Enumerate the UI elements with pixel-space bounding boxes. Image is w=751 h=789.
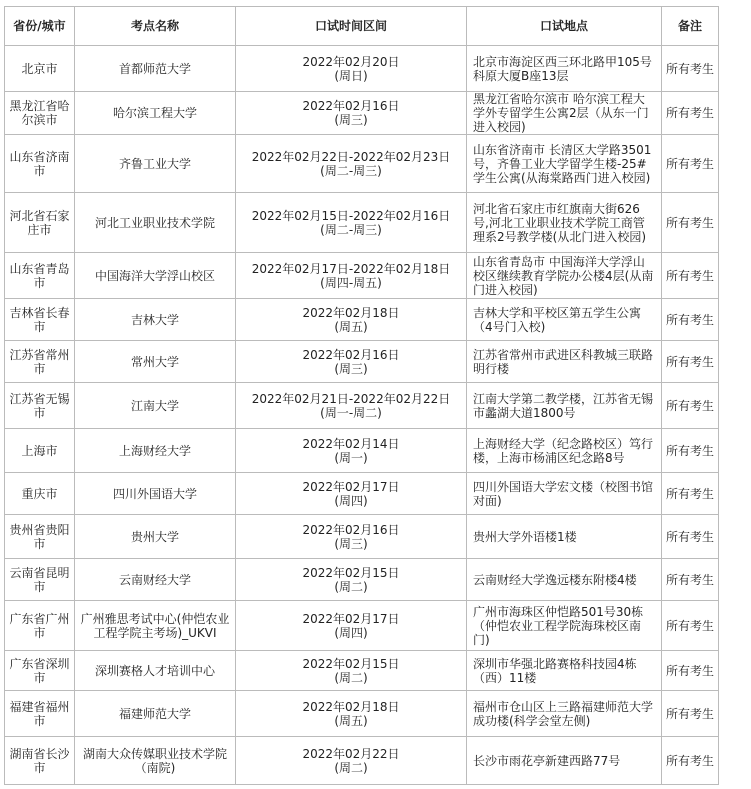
address-text: 长沙市雨花亭新建西路77号 (473, 753, 621, 768)
cell-venue (75, 383, 236, 429)
cell-location (467, 515, 662, 559)
cell-location (467, 383, 662, 429)
cell-city (5, 299, 75, 341)
cell-venue (75, 253, 236, 299)
cell-location (467, 429, 662, 473)
venue-text: 中国海洋大学浮山校区 (94, 268, 215, 283)
note-text: 所有考生 (665, 312, 714, 327)
cell-time (236, 559, 467, 601)
cell-city (5, 46, 75, 92)
date-text: 2022年02月20日 (302, 54, 400, 69)
address-text: 河北省石家庄市红旗南大街626号,河北工业职业技术学院工商管理系2号教学楼(从北门进入校园) (473, 201, 646, 244)
cell-city (5, 253, 75, 299)
city-text: 河北省石家庄市 (9, 208, 70, 237)
cell-location (467, 46, 662, 92)
date-text: 2022年02月21日-2022年02月22日 (251, 391, 451, 406)
cell-venue (75, 341, 236, 383)
cell-note (662, 473, 719, 515)
address-text: 四川外国语大学宏文楼（校图书馆对面) (473, 479, 654, 508)
table-row (5, 383, 719, 429)
cell-time (236, 515, 467, 559)
header-note: 备注 (662, 7, 719, 46)
weekday-text: (周二) (334, 760, 368, 775)
note-text: 所有考生 (665, 663, 714, 678)
note-text: 所有考生 (665, 486, 714, 501)
city-text: 黑龙江省哈尔滨市 (9, 99, 70, 127)
table-row (5, 473, 719, 515)
note-text: 所有考生 (665, 706, 714, 721)
cell-venue (75, 429, 236, 473)
city-text: 贵州省贵阳市 (9, 522, 70, 551)
cell-city (5, 515, 75, 559)
cell-venue (75, 135, 236, 193)
cell-venue (75, 651, 236, 691)
cell-note (662, 601, 719, 651)
address-text: 吉林大学和平校区第五学生公寓（4号门入校) (473, 305, 642, 334)
cell-time (236, 299, 467, 341)
date-text: 2022年02月14日 (302, 436, 400, 451)
city-text: 福建省福州市 (9, 699, 70, 728)
cell-time (236, 46, 467, 92)
cell-venue (75, 299, 236, 341)
table-row (5, 253, 719, 299)
date-text: 2022年02月16日 (302, 522, 400, 537)
table-row (5, 651, 719, 691)
cell-note (662, 193, 719, 253)
weekday-text: (周三) (334, 113, 368, 127)
cell-location (467, 559, 662, 601)
cell-location (467, 253, 662, 299)
cell-city (5, 691, 75, 737)
table-row (5, 193, 719, 253)
weekday-text: (周一-周二) (320, 405, 382, 420)
note-text: 所有考生 (665, 215, 714, 230)
cell-time (236, 429, 467, 473)
weekday-text: (周三) (334, 361, 368, 376)
cell-location (467, 341, 662, 383)
cell-note (662, 135, 719, 193)
city-text: 吉林省长春市 (9, 305, 70, 334)
venue-text: 河北工业职业技术学院 (94, 215, 215, 230)
weekday-text: (周五) (334, 319, 368, 334)
cell-time (236, 135, 467, 193)
cell-location (467, 651, 662, 691)
city-text: 广东省广州市 (9, 611, 70, 640)
venue-text: 上海财经大学 (118, 443, 191, 458)
table-row (5, 691, 719, 737)
weekday-text: (周二-周三) (320, 163, 382, 178)
date-text: 2022年02月17日-2022年02月18日 (251, 261, 451, 276)
city-text: 山东省济南市 (9, 149, 70, 178)
city-text: 云南省昆明市 (9, 565, 70, 594)
cell-location (467, 193, 662, 253)
city-text: 广东省深圳市 (9, 656, 70, 685)
address-text: 北京市海淀区西三环北路甲105号科原大厦B座13层 (473, 54, 652, 83)
city-text: 北京市 (21, 61, 58, 76)
date-text: 2022年02月18日 (302, 305, 400, 320)
venue-text: 吉林大学 (130, 312, 179, 327)
cell-venue (75, 92, 236, 135)
table-row (5, 737, 719, 785)
cell-time (236, 253, 467, 299)
note-text: 所有考生 (665, 529, 714, 544)
header-venue: 考点名称 (75, 7, 236, 46)
weekday-text: (周三) (334, 536, 368, 551)
cell-time (236, 651, 467, 691)
cell-venue (75, 691, 236, 737)
cell-city (5, 92, 75, 135)
city-text: 湖南省长沙市 (9, 746, 70, 775)
address-text: 上海财经大学（纪念路校区）笃行楼，上海市杨浦区纪念路8号 (473, 436, 654, 465)
cell-time (236, 92, 467, 135)
table-row (5, 46, 719, 92)
header-time: 口试时间区间 (236, 7, 467, 46)
note-text: 所有考生 (665, 268, 714, 283)
venue-text: 深圳赛格人才培训中心 (94, 663, 215, 678)
cell-city (5, 559, 75, 601)
cell-note (662, 253, 719, 299)
cell-time (236, 193, 467, 253)
city-text: 江苏省无锡市 (9, 391, 70, 420)
venue-text: 广州雅思考试中心(仲恺农业工程学院主考场)_UKVI (80, 611, 230, 640)
venue-text: 齐鲁工业大学 (118, 156, 191, 171)
cell-location (467, 691, 662, 737)
address-text: 山东省济南市 长清区大学路3501号，齐鲁工业大学留学生楼-25#学生公寓(从海棠路西门进入校园) (473, 142, 652, 185)
table-row (5, 299, 719, 341)
cell-location (467, 737, 662, 785)
city-text: 江苏省常州市 (9, 347, 70, 376)
cell-venue (75, 737, 236, 785)
weekday-text: (周一) (334, 450, 368, 465)
header-city: 省份/城市 (5, 7, 75, 46)
table-row (5, 341, 719, 383)
date-text: 2022年02月15日 (302, 656, 400, 671)
date-text: 2022年02月15日-2022年02月16日 (251, 208, 451, 223)
cell-city (5, 383, 75, 429)
venue-text: 哈尔滨工程大学 (112, 106, 197, 120)
table-row (5, 135, 719, 193)
cell-city (5, 473, 75, 515)
cell-time (236, 601, 467, 651)
cell-location (467, 299, 662, 341)
cell-location (467, 135, 662, 193)
venue-text: 江南大学 (130, 398, 179, 413)
weekday-text: (周四) (334, 625, 368, 640)
weekday-text: (周二) (334, 670, 368, 685)
note-text: 所有考生 (665, 618, 714, 633)
cell-venue (75, 515, 236, 559)
table-header-row (5, 7, 719, 46)
cell-note (662, 429, 719, 473)
weekday-text: (周二-周三) (320, 222, 382, 237)
note-text: 所有考生 (665, 106, 714, 120)
date-text: 2022年02月18日 (302, 699, 400, 714)
venue-text: 湖南大众传媒职业技术学院（南院) (82, 746, 227, 775)
note-text: 所有考生 (665, 753, 714, 768)
cell-city (5, 193, 75, 253)
weekday-text: (周日) (334, 68, 368, 83)
cell-time (236, 341, 467, 383)
cell-city (5, 651, 75, 691)
cell-venue (75, 601, 236, 651)
cell-time (236, 737, 467, 785)
city-text: 上海市 (21, 443, 58, 458)
venue-text: 首都师范大学 (118, 61, 191, 76)
cell-location (467, 473, 662, 515)
cell-city (5, 429, 75, 473)
address-text: 深圳市华强北路赛格科技园4栋（西）11楼 (473, 656, 637, 685)
address-text: 云南财经大学逸远楼东附楼4楼 (473, 572, 637, 587)
table-row (5, 92, 719, 135)
table-row (5, 559, 719, 601)
cell-time (236, 473, 467, 515)
weekday-text: (周五) (334, 713, 368, 728)
cell-note (662, 691, 719, 737)
address-text: 江南大学第二教学楼，江苏省无锡市蠡湖大道1800号 (473, 391, 654, 420)
address-text: 贵州大学外语楼1楼 (473, 529, 577, 544)
venue-text: 常州大学 (130, 354, 179, 369)
address-text: 广州市海珠区仲恺路501号30栋（仲恺农业工程学院海珠校区南门) (473, 604, 644, 647)
date-text: 2022年02月22日 (302, 746, 400, 761)
cell-city (5, 737, 75, 785)
table-row (5, 429, 719, 473)
cell-note (662, 515, 719, 559)
date-text: 2022年02月22日-2022年02月23日 (251, 149, 451, 164)
address-text: 江苏省常州市武进区科教城三联路明行楼 (473, 347, 654, 376)
cell-note (662, 299, 719, 341)
cell-note (662, 737, 719, 785)
speaking-test-schedule-table (4, 6, 719, 785)
note-text: 所有考生 (665, 156, 714, 171)
cell-venue (75, 193, 236, 253)
cell-note (662, 651, 719, 691)
date-text: 2022年02月16日 (302, 99, 400, 113)
note-text: 所有考生 (665, 443, 714, 458)
note-text: 所有考生 (665, 61, 714, 76)
cell-city (5, 135, 75, 193)
venue-text: 云南财经大学 (118, 572, 191, 587)
cell-time (236, 383, 467, 429)
table-row (5, 601, 719, 651)
cell-venue (75, 46, 236, 92)
cell-location (467, 92, 662, 135)
cell-location (467, 601, 662, 651)
note-text: 所有考生 (665, 354, 714, 369)
venue-text: 贵州大学 (130, 529, 179, 544)
date-text: 2022年02月16日 (302, 347, 400, 362)
cell-note (662, 92, 719, 135)
weekday-text: (周四-周五) (320, 275, 382, 290)
table-body (5, 46, 719, 785)
date-text: 2022年02月15日 (302, 565, 400, 580)
cell-note (662, 341, 719, 383)
address-text: 黑龙江省哈尔滨市 哈尔滨工程大学外专留学生公寓2层（从东一门进入校园) (473, 92, 649, 134)
note-text: 所有考生 (665, 572, 714, 587)
header-location: 口试地点 (467, 7, 662, 46)
cell-venue (75, 559, 236, 601)
cell-venue (75, 473, 236, 515)
address-text: 山东省青岛市 中国海洋大学浮山校区继续教育学院办公楼4层(从南门进入校园) (473, 254, 654, 297)
cell-city (5, 341, 75, 383)
date-text: 2022年02月17日 (302, 479, 400, 494)
date-text: 2022年02月17日 (302, 611, 400, 626)
cell-note (662, 559, 719, 601)
table-row (5, 515, 719, 559)
city-text: 山东省青岛市 (9, 261, 70, 290)
cell-time (236, 691, 467, 737)
note-text: 所有考生 (665, 398, 714, 413)
venue-text: 四川外国语大学 (112, 486, 197, 501)
weekday-text: (周二) (334, 579, 368, 594)
cell-note (662, 46, 719, 92)
venue-text: 福建师范大学 (118, 706, 191, 721)
cell-note (662, 383, 719, 429)
cell-city (5, 601, 75, 651)
city-text: 重庆市 (21, 486, 58, 501)
address-text: 福州市仓山区上三路福建师范大学成功楼(科学会堂左侧) (473, 699, 654, 728)
weekday-text: (周四) (334, 493, 368, 508)
